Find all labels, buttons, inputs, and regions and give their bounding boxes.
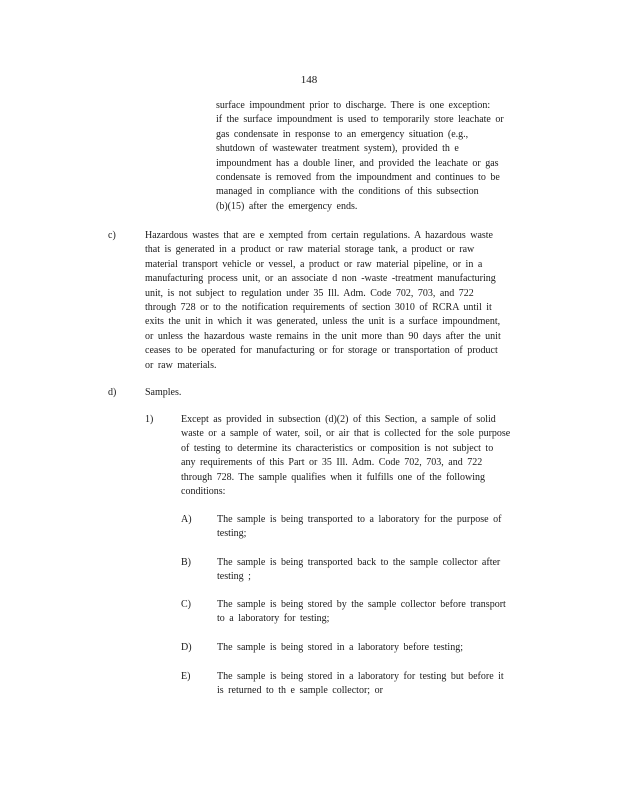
text-line: through 728 or to the notification requirements of section 3010 of RCRA until it xyxy=(145,302,492,314)
text-line: The sample is being stored in a laboratory before testing; xyxy=(217,642,463,653)
condition-c-label: C) xyxy=(181,599,191,610)
text-line: The sample is being stored by the sample collector before transport xyxy=(217,599,506,610)
page-number: 148 xyxy=(300,74,318,86)
text-line: conditions: xyxy=(181,486,226,498)
item-c-paragraph xyxy=(145,229,501,373)
text-line: shutdown of wastewater treatment system), provided th e xyxy=(216,143,459,155)
condition-b-label: B) xyxy=(181,557,191,568)
text-line: The sample is being stored in a laboratory for testing but before it xyxy=(217,671,504,682)
text-line: that is generated in a product or raw material storage tank, a product or raw xyxy=(145,244,475,256)
text-line: gas condensate in response to an emergency situation (e.g., xyxy=(216,128,469,140)
item-c-label: c) xyxy=(108,230,116,241)
text-line: managed in compliance with the conditions of this subsection xyxy=(216,186,479,198)
text-line: is returned to th e sample collector; or xyxy=(217,685,383,697)
condition-e-label: E) xyxy=(181,671,191,682)
text-line: ceases to be operated for manufacturing or for storage or transportation of product xyxy=(145,345,498,357)
condition-a-label: A) xyxy=(181,514,192,525)
text-line: testing; xyxy=(217,528,247,540)
text-line: Hazardous wastes that are e xempted from certain regulations. A hazardous waste xyxy=(145,230,493,241)
condition-b-text xyxy=(217,556,500,585)
subitem-1-label: 1) xyxy=(145,414,154,425)
text-line: waste or a sample of water, soil, or air that is collected for the sole purpose xyxy=(181,428,511,440)
text-line: or raw materials. xyxy=(145,359,217,371)
text-line: surface impoundment prior to discharge. There is one exception: xyxy=(216,100,491,111)
text-line: manufacturing process unit, or an associate d non -waste -treatment manufacturing xyxy=(145,273,496,285)
condition-a-text xyxy=(217,513,501,542)
text-line: unit, is not subject to regulation under 35 Ill. Adm. Code 702, 703, and 722 xyxy=(145,287,474,299)
condition-c-text xyxy=(217,598,506,627)
condition-d-text xyxy=(217,641,463,655)
condition-e-text xyxy=(217,670,504,699)
text-line: exits the unit in which it was generated, unless the unit is a surface impoundment, xyxy=(145,316,501,328)
item-d-label: d) xyxy=(108,387,117,398)
text-line: through 728. The sample qualifies when it fulfills one of the following xyxy=(181,471,485,483)
text-line: impoundment has a double liner, and provided the leachate or gas xyxy=(216,157,499,169)
text-line: of testing to determine its characteristics or composition is not subject to xyxy=(181,442,494,454)
text-line: any requirements of this Part or 35 Ill. Adm. Code 702, 703, and 722 xyxy=(181,457,483,469)
text-line: testing ; xyxy=(217,571,251,583)
text-line: condensate is removed from the impoundment and continues to be xyxy=(216,172,500,184)
condition-d-label: D) xyxy=(181,642,192,653)
text-line: (b)(15) after the emergency ends. xyxy=(216,200,358,212)
text-line: The sample is being transported to a laboratory for the purpose of xyxy=(217,514,502,525)
text-line: Except as provided in subsection (d)(2) of this Section, a sample of solid xyxy=(181,414,496,425)
text-line: material transport vehicle or vessel, a product or raw material pipeline, or in a xyxy=(145,258,483,270)
subitem-1-paragraph xyxy=(181,413,510,499)
continuation-paragraph xyxy=(216,99,504,214)
text-line: The sample is being transported back to the sample collector after xyxy=(217,557,501,568)
text-line: if the surface impoundment is used to temporarily store leachate or xyxy=(216,114,504,126)
item-d-heading: Samples. xyxy=(145,387,182,398)
text-line: to a laboratory for testing; xyxy=(217,613,330,625)
text-line: or unless the hazardous waste remains in the unit more than 90 days after the unit xyxy=(145,330,501,342)
